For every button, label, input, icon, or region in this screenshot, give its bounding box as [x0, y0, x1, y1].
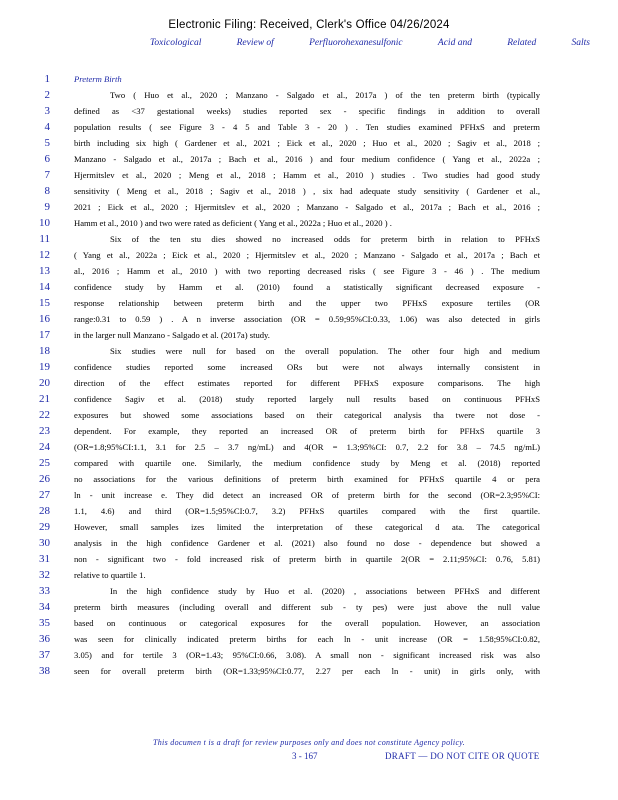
document-line [0, 519, 618, 535]
line-number: 31 [39, 553, 50, 565]
line-number: 30 [39, 537, 50, 549]
line-number: 37 [39, 649, 50, 661]
document-line [0, 391, 618, 407]
draft-notice: DRAFT — DO NOT CITE OR QUOTE [385, 751, 540, 761]
draft-disclaimer: This documen t is a draft for review purposes only and does not constitute Agency policy. [153, 738, 465, 747]
document-line [0, 583, 618, 599]
line-text: Manzano - Salgado et al., 2017a ; Bach et al., 2016 ) and four medium confidence ( Yang et al., 2022a ; [74, 154, 540, 164]
line-text: 3.05) and for tertile 3 (OR=1.43; 95%CI:0.66, 3.08). A small non - significant increased risk was also [74, 650, 540, 660]
document-title [150, 38, 590, 48]
page-number: 3 - 167 [292, 751, 318, 761]
line-text: direction of the effect estimates reported for different PFHxS exposure comparisons. The high [74, 378, 540, 388]
line-text: Six of the ten stu dies showed no increased odds for preterm birth in relation to PFHxS [110, 234, 540, 244]
line-number: 17 [39, 329, 50, 341]
document-line [0, 183, 618, 199]
document-line [0, 87, 618, 103]
line-text: However, small samples izes limited the interpretation of these categorical d ata. The categorical [74, 522, 540, 532]
line-number: 20 [39, 377, 50, 389]
line-number: 7 [44, 169, 50, 181]
line-number: 2 [44, 89, 50, 101]
line-text: 1.1, 4.6) and third (OR=1.5;95%CI:0.7, 3.2) PFHxS quartiles compared with the first quartile. [74, 506, 540, 516]
document-line [0, 423, 618, 439]
line-number: 36 [39, 633, 50, 645]
line-text: preterm birth measures (including overall and different sub - ty pes) were just above the null value [74, 602, 540, 612]
title-word: Perfluorohexanesulfonic [309, 38, 403, 48]
line-number: 11 [39, 233, 50, 245]
line-number: 9 [44, 201, 50, 213]
document-line [0, 295, 618, 311]
document-line [0, 247, 618, 263]
line-number: 3 [44, 105, 50, 117]
title-word: Acid and [437, 38, 472, 48]
document-line [0, 135, 618, 151]
document-line [0, 503, 618, 519]
line-text: relative to quartile 1. [74, 570, 146, 580]
line-text: non - significant two - fold increased risk of preterm birth in quartile 2(OR = 2.11;95%CI: 0.76, 5.81) [74, 554, 540, 564]
line-text: In the high confidence study by Huo et al. (2020) , associations between PFHxS and different [110, 586, 540, 596]
line-number: 19 [39, 361, 50, 373]
document-line [0, 663, 618, 679]
line-text: (OR=1.8;95%CI:1.1, 3.1 for 2.5 – 3.7 ng/mL) and 4(OR = 1.3;95%CI: 0.7, 2.2 for 3.8 – 74.5 ng/mL) [74, 442, 540, 452]
line-number: 25 [39, 457, 50, 469]
title-word: Toxicological [150, 38, 202, 48]
line-number: 16 [39, 313, 50, 325]
line-number: 12 [39, 249, 50, 261]
line-text: Six studies were null for based on the overall population. The other four high and medium [110, 346, 540, 356]
document-line [0, 151, 618, 167]
line-text: Hjermitslev et al., 2020 ; Meng et al., 2018 ; Hamm et al., 2010 ) studies . Two studies had good study [74, 170, 540, 180]
line-number: 33 [39, 585, 50, 597]
document-line [0, 647, 618, 663]
document-line [0, 71, 618, 87]
document-line [0, 167, 618, 183]
line-number: 29 [39, 521, 50, 533]
line-text: population results ( see Figure 3 - 4 5 and Table 3 - 20 ) . Ten studies examined PFHxS and preterm [74, 122, 540, 132]
document-line [0, 359, 618, 375]
line-text: Two ( Huo et al., 2020 ; Manzano - Salgado et al., 2017a ) of the ten preterm birth (typically [110, 90, 540, 100]
line-text: exposures but showed some associations based on their categorical analysis tha twere not dose - [74, 410, 540, 420]
section-heading: Preterm Birth [74, 74, 122, 84]
line-text: was seen for clinically indicated preterm births for each ln - unit increase (OR = 1.58;95%CI:0.82, [74, 634, 540, 644]
line-text: range:0.31 to 0.59 ) . A n inverse association (OR = 0.59;95%CI:0.33, 1.06) was also detected in girls [74, 314, 540, 324]
filing-header: Electronic Filing: Received, Clerk's Office 04/26/2024 [168, 19, 450, 31]
line-number: 27 [39, 489, 50, 501]
document-line [0, 631, 618, 647]
line-text: compared with quartile one. Similarly, the medium confidence study by Meng et al. (2018) reported [74, 458, 540, 468]
document-line [0, 103, 618, 119]
title-word: Salts [571, 38, 590, 48]
line-number: 18 [39, 345, 50, 357]
line-number: 4 [44, 121, 50, 133]
line-text: confidence study by Hamm et al. (2010) found a statistically significant decreased exposure - [74, 282, 540, 292]
line-text: defined as <37 gestational weeks) studies reported sex - specific findings in addition to overall [74, 106, 540, 116]
line-text: based on continuous or categorical exposures for the overall population. However, an association [74, 618, 540, 628]
document-body [0, 71, 618, 679]
document-line [0, 439, 618, 455]
line-number: 28 [39, 505, 50, 517]
line-text: birth including six high ( Gardener et al., 2021 ; Eick et al., 2020 ; Huo et al., 2020 ; Sagiv et al., 2018 ; [74, 138, 540, 148]
document-line [0, 535, 618, 551]
line-number: 14 [39, 281, 50, 293]
line-number: 34 [39, 601, 50, 613]
document-line [0, 567, 618, 583]
title-word: Related [507, 38, 537, 48]
document-line [0, 215, 618, 231]
document-line [0, 471, 618, 487]
line-text: ( Yang et al., 2022a ; Eick et al., 2020 ; Hjermitslev et al., 2020 ; Manzano - Salgado et al., 2017a ; Bach et [74, 250, 540, 260]
line-number: 8 [44, 185, 50, 197]
line-number: 5 [44, 137, 50, 149]
document-line [0, 263, 618, 279]
line-text: confidence Sagiv et al. (2018) study reported largely null results based on continuous PFHxS [74, 394, 540, 404]
line-text: response relationship between preterm birth and the upper two PFHxS exposure tertiles (OR [74, 298, 540, 308]
line-text: analysis in the high confidence Gardener et al. (2021) also found no dose - dependence but showed a [74, 538, 540, 548]
document-line [0, 311, 618, 327]
document-line [0, 599, 618, 615]
document-line [0, 279, 618, 295]
line-text: 2021 ; Eick et al., 2020 ; Hjermitslev et al., 2020 ; Manzano - Salgado et al., 2017a ; Bach et al., 2016 ; [74, 202, 540, 212]
line-text: in the larger null Manzano - Salgado et al. (2017a) study. [74, 330, 270, 340]
document-line [0, 615, 618, 631]
document-line [0, 487, 618, 503]
line-number: 35 [39, 617, 50, 629]
line-text: al., 2016 ; Hamm et al., 2010 ) with two reporting decreased risks ( see Figure 3 - 46 ) . The medium [74, 266, 540, 276]
line-number: 22 [39, 409, 50, 421]
line-text: dependent. For example, they reported an increased OR of preterm birth for PFHxS quartile 3 [74, 426, 540, 436]
document-line [0, 407, 618, 423]
line-text: seen for overall preterm birth (OR=1.33;95%CI:0.77, 2.27 per each ln - unit) in girls only, with [74, 666, 540, 676]
line-number: 23 [39, 425, 50, 437]
document-line [0, 119, 618, 135]
line-number: 24 [39, 441, 50, 453]
line-text: no associations for the various definitions of preterm birth examined for PFHxS quartile 4 or pera [74, 474, 540, 484]
line-number: 1 [44, 73, 50, 85]
document-line [0, 199, 618, 215]
document-line [0, 231, 618, 247]
line-number: 21 [39, 393, 50, 405]
document-line [0, 455, 618, 471]
line-text: confidence studies reported some increased ORs but were not always internally consistent in [74, 362, 540, 372]
line-number: 32 [39, 569, 50, 581]
line-number: 6 [44, 153, 50, 165]
line-number: 13 [39, 265, 50, 277]
document-line [0, 343, 618, 359]
line-number: 15 [39, 297, 50, 309]
line-text: Hamm et al., 2010 ) and two were rated as deficient ( Yang et al., 2022a ; Huo et al., 2020 ) . [74, 218, 392, 228]
document-line [0, 375, 618, 391]
line-number: 26 [39, 473, 50, 485]
line-text: ln - unit increase e. They did detect an increased OR of preterm birth for the second (OR=2.3;95%CI: [74, 490, 540, 500]
line-number: 38 [39, 665, 50, 677]
line-number: 10 [39, 217, 50, 229]
document-line [0, 327, 618, 343]
line-text: sensitivity ( Meng et al., 2018 ; Sagiv et al., 2018 ) , six had adequate study sensitivity ( Gardener et al., [74, 186, 540, 196]
title-word: Review of [236, 38, 274, 48]
document-line [0, 551, 618, 567]
